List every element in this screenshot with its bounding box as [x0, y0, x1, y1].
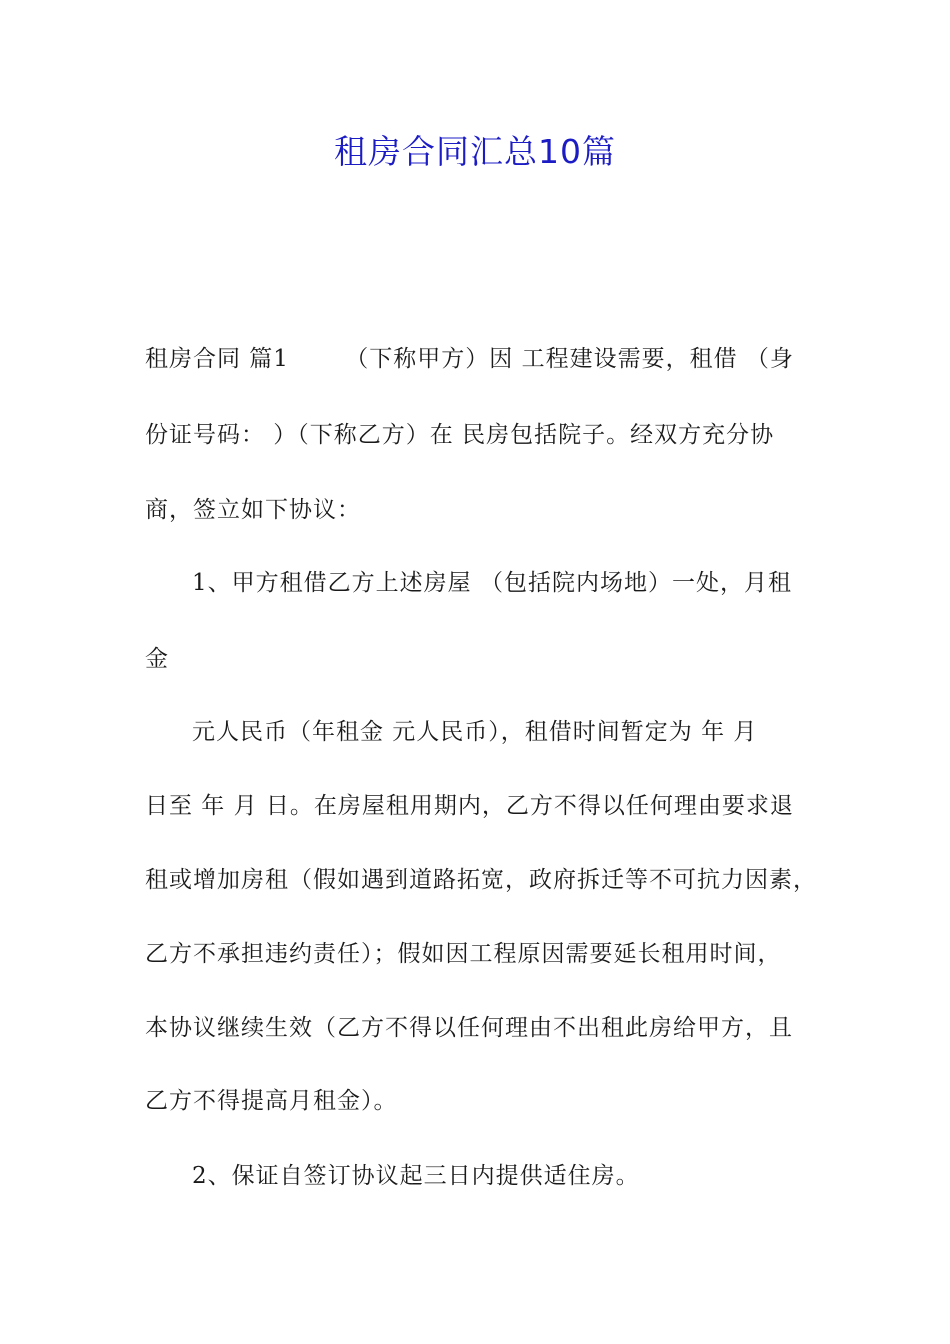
- paragraph-line: 租或增加房租（假如遇到道路拓宽，政府拆迁等不可抗力因素，: [145, 867, 817, 893]
- paragraph-line: 商，签立如下协议：: [145, 497, 361, 523]
- paragraph-line: 份证号码： ）（下称乙方）在 民房包括院子。经双方充分协: [145, 422, 775, 448]
- paragraph-line: 乙方不承担违约责任）；假如因工程原因需要延长租用时间，: [145, 941, 782, 967]
- paragraph-line: 乙方不得提高月租金）。: [145, 1088, 398, 1114]
- paragraph-line: 2、保证自签订协议起三日内提供适住房。: [192, 1163, 640, 1189]
- paragraph-line: 金: [145, 646, 169, 672]
- paragraph-line: 1、甲方租借乙方上述房屋 （包括院内场地）一处，月租: [192, 570, 792, 596]
- paragraph-line: 租房合同 篇1 （下称甲方）因 工程建设需要，租借 （身: [145, 346, 794, 372]
- paragraph-line: 本协议继续生效（乙方不得以任何理由不出租此房给甲方，且: [145, 1015, 793, 1041]
- paragraph-line: 日至 年 月 日。在房屋租用期内，乙方不得以任何理由要求退: [145, 793, 794, 819]
- document-title: 租房合同汇总10篇: [334, 132, 616, 171]
- paragraph-line: 元人民币（年租金 元人民币），租借时间暂定为 年 月: [192, 719, 758, 745]
